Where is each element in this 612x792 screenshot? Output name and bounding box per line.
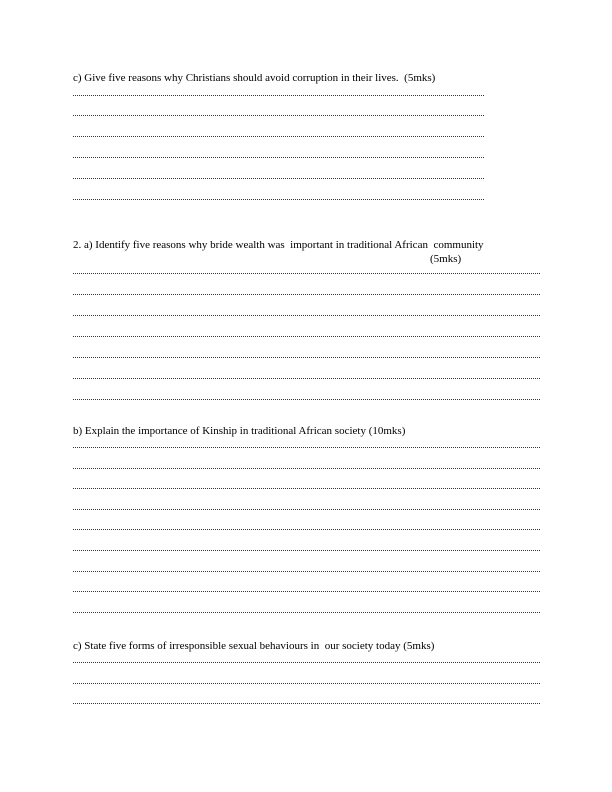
answer-line[interactable] (73, 95, 484, 96)
answer-line[interactable] (73, 357, 540, 358)
question-2a-marks: (5mks) (430, 253, 462, 265)
answer-line[interactable] (73, 468, 540, 469)
answer-line[interactable] (73, 662, 540, 663)
answer-line[interactable] (73, 591, 540, 592)
question-2b: b) Explain the importance of Kinship in traditional African society (10mks) (73, 425, 406, 437)
answer-line[interactable] (73, 136, 484, 137)
answer-line[interactable] (73, 115, 484, 116)
answer-line[interactable] (73, 399, 540, 400)
answer-line[interactable] (73, 294, 540, 295)
answer-line[interactable] (73, 178, 484, 179)
answer-line[interactable] (73, 612, 540, 613)
answer-line[interactable] (73, 683, 540, 684)
answer-line[interactable] (73, 703, 540, 704)
answer-line[interactable] (73, 529, 540, 530)
answer-line[interactable] (73, 447, 540, 448)
answer-line[interactable] (73, 488, 540, 489)
answer-line[interactable] (73, 315, 540, 316)
question-2c: c) State five forms of irresponsible sexual behaviours in our society today (5mks) (73, 640, 435, 652)
question-2a: 2. a) Identify five reasons why bride wealth was important in traditional African community (73, 239, 484, 251)
answer-line[interactable] (73, 550, 540, 551)
answer-line[interactable] (73, 273, 540, 274)
answer-line[interactable] (73, 199, 484, 200)
answer-line[interactable] (73, 378, 540, 379)
answer-line[interactable] (73, 336, 540, 337)
answer-line[interactable] (73, 509, 540, 510)
answer-line[interactable] (73, 571, 540, 572)
answer-line[interactable] (73, 157, 484, 158)
question-1c: c) Give five reasons why Christians should avoid corruption in their lives. (5mks) (73, 72, 436, 84)
